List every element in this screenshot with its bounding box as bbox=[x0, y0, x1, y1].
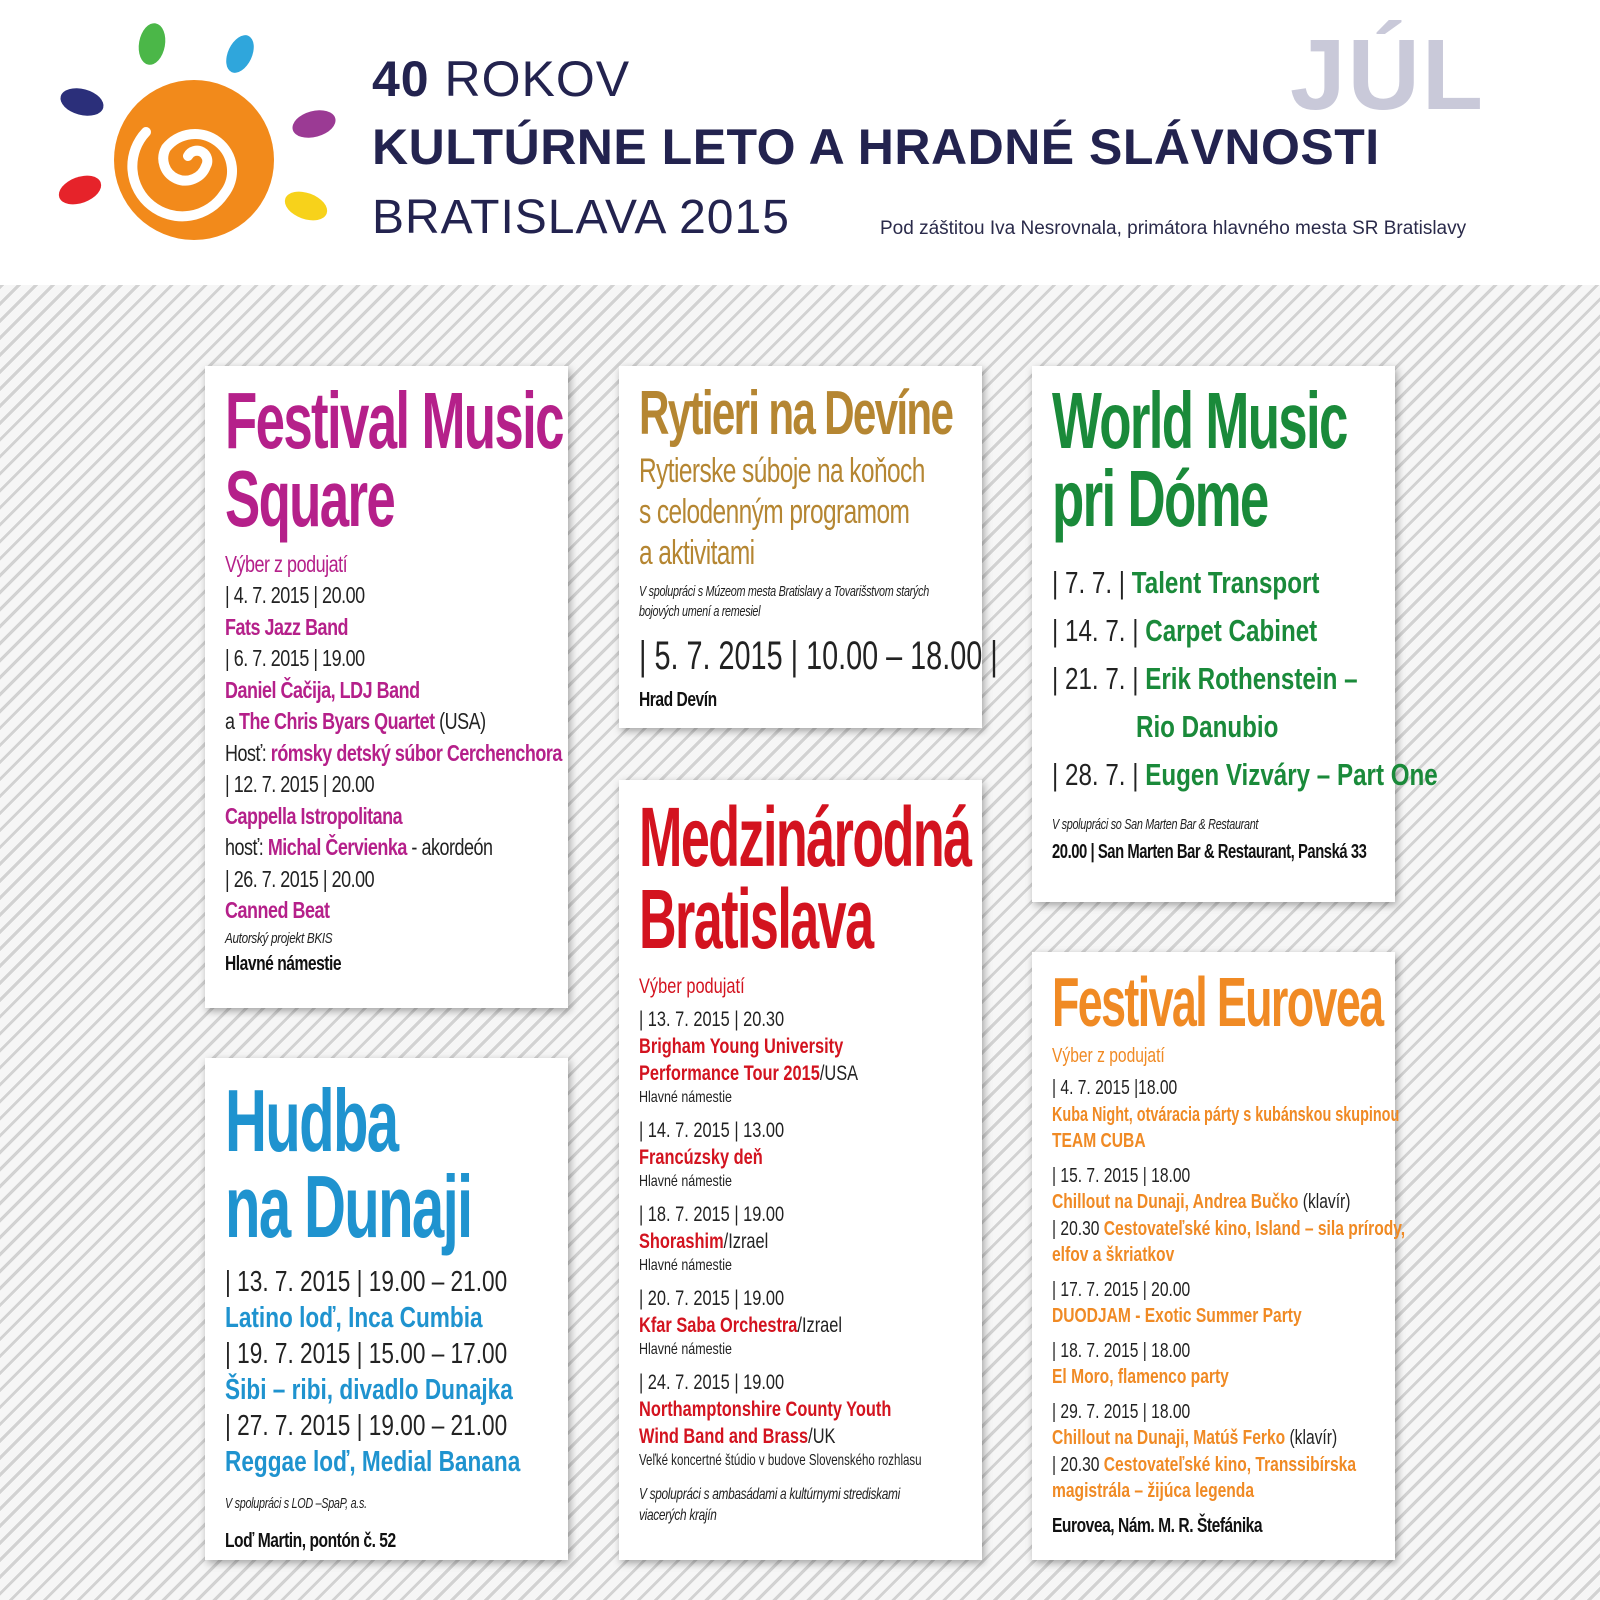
card-note: V spolupráci s Múzeom mesta Bratislavy a Tovarišstvom starých bojových umení a remesiel bbox=[639, 582, 929, 620]
event-date: | 27. 7. 2015 | 19.00 – 21.00 bbox=[225, 1410, 508, 1443]
event-date: | 18. 7. 2015 | 19.00 bbox=[639, 1202, 785, 1226]
card-note: V spolupráci s ambasádami a kultúrnymi strediskami viacerých krajín bbox=[639, 1485, 900, 1524]
card-venue: Hrad Devín bbox=[639, 688, 717, 711]
card-title: Hudba na Dunaji bbox=[225, 1071, 472, 1257]
event-name: elfov a škriatkov bbox=[1052, 1244, 1175, 1267]
event-list bbox=[1052, 559, 1438, 799]
event-date: | 17. 7. 2015 | 20.00 bbox=[1052, 1278, 1191, 1301]
header bbox=[0, 0, 1600, 285]
card-venue: Eurovea, Nám. M. R. Štefánika bbox=[1052, 1514, 1263, 1537]
event-date: | 18. 7. 2015 | 18.00 bbox=[1052, 1339, 1191, 1362]
event-row: | 21. 7. | Erik Rothenstein – bbox=[1052, 660, 1358, 696]
card-rytieri-na-devine bbox=[619, 366, 998, 728]
sun-logo-icon bbox=[44, 20, 344, 250]
event-date: | 13. 7. 2015 | 19.00 – 21.00 bbox=[225, 1266, 508, 1299]
event-name: DUODJAM - Exotic Summer Party bbox=[1052, 1305, 1302, 1328]
event-row: Rio Danubio bbox=[1136, 708, 1279, 744]
card-festival-eurovea bbox=[1032, 952, 1406, 1560]
card-medzinarodna-bratislava bbox=[619, 780, 982, 1560]
event-venue: Hlavné námestie bbox=[639, 1256, 732, 1274]
event-date: | 13. 7. 2015 | 20.30 bbox=[639, 1007, 785, 1031]
event-date: | 20. 7. 2015 | 19.00 bbox=[639, 1286, 785, 1310]
event-name: Wind Band and Brass/UK bbox=[639, 1424, 836, 1448]
event-name: Kuba Night, otváracia párty s kubánskou skupinou bbox=[1052, 1103, 1400, 1126]
event-name: Daniel Čačija, LDJ Band bbox=[225, 676, 420, 703]
card-title: Festival Eurovea bbox=[1052, 963, 1383, 1041]
patron-text: Pod záštitou Iva Nesrovnala, primátora hlavného mesta SR Bratislavy bbox=[880, 218, 1467, 239]
event-name: Reggae loď, Medial Banana bbox=[225, 1446, 521, 1479]
card-venue: 20.00 | San Marten Bar & Restaurant, Panská 33 bbox=[1052, 840, 1367, 863]
header-city-year: BRATISLAVA 2015 bbox=[372, 191, 790, 244]
event-guest: Hosť: rómsky detský súbor Cerchenchora bbox=[225, 739, 562, 766]
event-name: Northamptonshire County Youth bbox=[639, 1397, 892, 1421]
card-note: Autorský projekt BKIS bbox=[225, 929, 333, 947]
card-festival-music-square bbox=[205, 366, 568, 1008]
event-name: | 20.30 Cestovateľské kino, Island – sila prírody, bbox=[1052, 1217, 1406, 1240]
header-title: KULTÚRNE LETO A HRADNÉ SLÁVNOSTI bbox=[372, 119, 1380, 175]
event-date: | 29. 7. 2015 | 18.00 bbox=[1052, 1400, 1191, 1423]
event-row: | 28. 7. | Eugen Vizváry – Part One bbox=[1052, 756, 1438, 792]
event-date: | 26. 7. 2015 | 20.00 bbox=[225, 865, 375, 892]
event-name: magistrála – žijúca legenda bbox=[1052, 1480, 1255, 1503]
card-note: V spolupráci s LOD –SpaP, a.s. bbox=[225, 1495, 367, 1513]
event-name: Fats Jazz Band bbox=[225, 613, 349, 640]
event-date: | 24. 7. 2015 | 19.00 bbox=[639, 1370, 785, 1394]
card-venue: Loď Martin, pontón č. 52 bbox=[225, 1530, 396, 1553]
event-venue: Hlavné námestie bbox=[639, 1088, 732, 1106]
card-subtitle: Rytierske súboje na koňoch s celodenným programom a aktivitami bbox=[639, 451, 925, 572]
event-date: | 6. 7. 2015 | 19.00 bbox=[225, 645, 365, 672]
event-date: | 5. 7. 2015 | 10.00 – 18.00 | bbox=[639, 633, 998, 678]
card-title: World Music pri Dóme bbox=[1052, 376, 1347, 544]
event-name: Kfar Saba Orchestra/Izrael bbox=[639, 1313, 843, 1337]
event-venue: Veľké koncertné štúdio v budove Slovenského rozhlasu bbox=[639, 1451, 922, 1469]
event-date: | 12. 7. 2015 | 20.00 bbox=[225, 771, 375, 798]
event-name: TEAM CUBA bbox=[1052, 1130, 1146, 1153]
event-name: a The Chris Byars Quartet (USA) bbox=[225, 708, 486, 735]
event-guest: hosť: Michal Červienka - akordeón bbox=[225, 834, 493, 861]
event-name: Francúzsky deň bbox=[639, 1145, 763, 1169]
event-name: Šibi – ribi, divadlo Dunajka bbox=[225, 1374, 513, 1407]
header-years: 40 ROKOV bbox=[372, 51, 631, 107]
event-name: El Moro, flamenco party bbox=[1052, 1366, 1229, 1389]
event-venue: Hlavné námestie bbox=[639, 1340, 732, 1358]
event-row: | 14. 7. | Carpet Cabinet bbox=[1052, 612, 1318, 648]
event-date: | 15. 7. 2015 | 18.00 bbox=[1052, 1164, 1191, 1187]
event-date: | 14. 7. 2015 | 13.00 bbox=[639, 1118, 785, 1142]
event-row: | 7. 7. | Talent Transport bbox=[1052, 564, 1320, 600]
event-name: Latino loď, Inca Cumbia bbox=[225, 1302, 483, 1335]
card-world-music-pri-dome bbox=[1032, 366, 1438, 902]
event-name: Cappella Istropolitana bbox=[225, 802, 403, 829]
event-name: Chillout na Dunaji, Matúš Ferko (klavír) bbox=[1052, 1427, 1338, 1450]
event-name: Brigham Young University bbox=[639, 1034, 844, 1058]
card-note: V spolupráci so San Marten Bar & Restaurant bbox=[1052, 815, 1259, 833]
event-date: | 19. 7. 2015 | 15.00 – 17.00 bbox=[225, 1338, 508, 1371]
card-title: Rytieri na Devíne bbox=[639, 379, 953, 448]
card-hudba-na-dunaji bbox=[205, 1058, 568, 1560]
event-date: | 4. 7. 2015 | 20.00 bbox=[225, 582, 365, 609]
month-label: JÚL bbox=[1290, 19, 1485, 131]
event-name: Chillout na Dunaji, Andrea Bučko (klavír) bbox=[1052, 1191, 1351, 1214]
card-venue: Hlavné námestie bbox=[225, 952, 342, 975]
event-name: | 20.30 Cestovateľské kino, Transsibírska bbox=[1052, 1453, 1357, 1476]
card-subtitle: Výber podujatí bbox=[639, 974, 745, 998]
card-subtitle: Výber z podujatí bbox=[225, 550, 348, 577]
card-title: Festival Music Square bbox=[225, 376, 563, 544]
event-name: Shorashim/Izrael bbox=[639, 1229, 769, 1253]
card-subtitle: Výber z podujatí bbox=[1052, 1044, 1165, 1067]
event-venue: Hlavné námestie bbox=[639, 1172, 732, 1190]
card-title: Medzinárodná Bratislava bbox=[639, 790, 971, 967]
event-name: Performance Tour 2015/USA bbox=[639, 1061, 859, 1085]
event-name: Canned Beat bbox=[225, 897, 330, 924]
event-date: | 4. 7. 2015 |18.00 bbox=[1052, 1077, 1178, 1100]
